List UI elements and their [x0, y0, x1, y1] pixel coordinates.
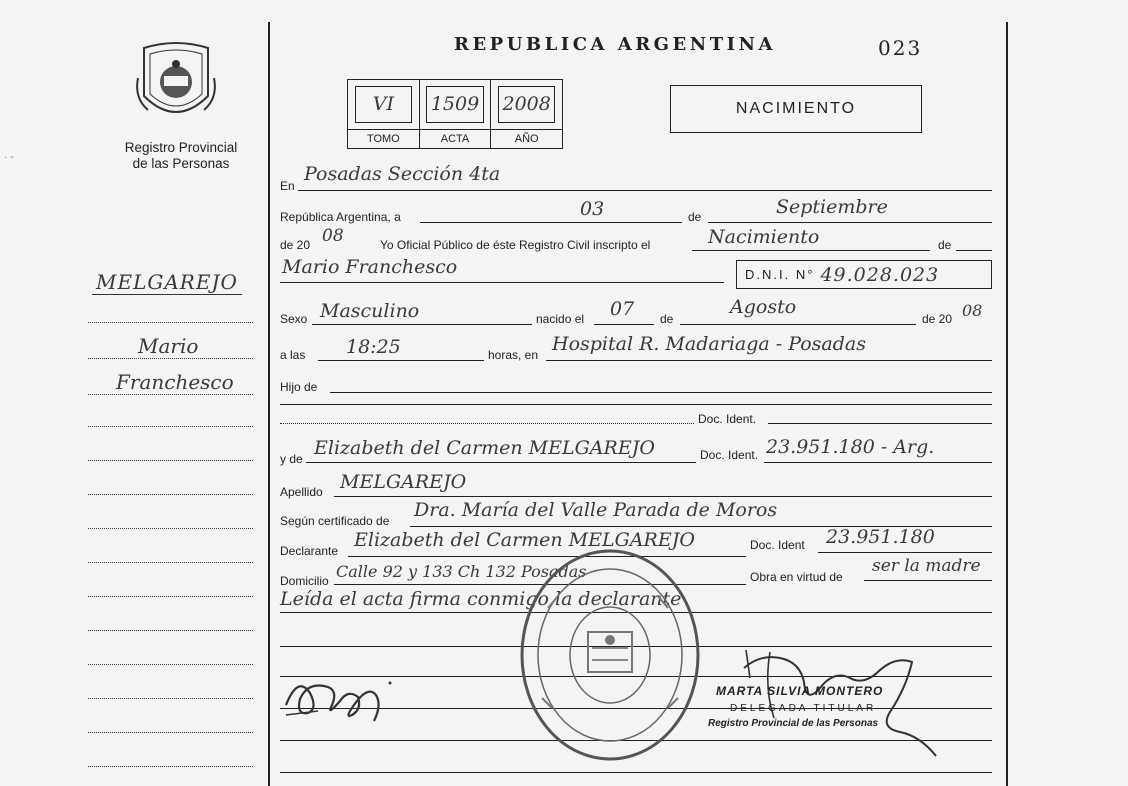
line — [594, 324, 654, 325]
provincial-seal-icon — [134, 38, 218, 128]
line — [280, 423, 694, 424]
margin-given-name-1: Mario — [138, 334, 199, 358]
mother-doc-value: 23.951.180 - Arg. — [766, 436, 935, 458]
segun-label: Según certificado de — [280, 514, 390, 528]
obra-value: ser la madre — [872, 556, 981, 576]
margin-line — [88, 732, 253, 733]
line — [306, 462, 696, 463]
acta-value: 1509 — [426, 86, 483, 123]
leida-value: Leída el acta firma conmigo la declarante — [280, 588, 682, 610]
declarant-signature-icon — [278, 665, 398, 725]
obra-label: Obra en virtud de — [750, 570, 843, 584]
margin-line — [88, 460, 253, 461]
time-value: 18:25 — [346, 336, 401, 358]
oficial-text: Yo Oficial Público de éste Registro Civil inscripto el — [380, 238, 651, 252]
official-name: MARTA SILVIA MONTERO — [716, 684, 884, 698]
domicilio-label: Domicilio — [280, 574, 329, 588]
declarante-value: Elizabeth del Carmen MELGAREJO — [354, 529, 695, 551]
right-vertical-rule — [1006, 22, 1008, 786]
line — [708, 222, 992, 223]
line — [692, 250, 930, 251]
doc-ident-label: Doc. Ident. — [698, 412, 757, 426]
horas-label: horas, en — [488, 348, 539, 362]
registry-name-line1: Registro Provincial — [124, 140, 238, 155]
domicilio-value: Calle 92 y 133 Ch 132 Posadas — [336, 562, 587, 581]
tomo-value: VI — [355, 86, 412, 123]
record-type-box: NACIMIENTO — [670, 85, 922, 133]
left-vertical-rule — [268, 22, 270, 786]
margin-line — [88, 322, 253, 323]
de-label: de — [688, 210, 702, 224]
declarante-doc-value: 23.951.180 — [826, 526, 935, 548]
inscripto-value: Nacimiento — [708, 226, 820, 248]
margin-line — [88, 664, 253, 665]
country-title: REPUBLICA ARGENTINA — [454, 34, 776, 55]
dni-label: D.N.I. N° — [745, 267, 815, 282]
a-las-label: a las — [280, 348, 306, 362]
y-de-label: y de — [280, 452, 303, 466]
line — [280, 404, 992, 405]
place-value: Hospital R. Madariaga - Posadas — [552, 333, 866, 355]
official-round-stamp — [518, 548, 702, 762]
sexo-value: Masculino — [320, 300, 420, 322]
certificado-value: Dra. María del Valle Parada de Moros — [414, 499, 778, 521]
line — [298, 190, 992, 191]
nacido-label: nacido el — [536, 312, 585, 326]
sheet-number: 023 — [878, 36, 923, 60]
line — [334, 496, 992, 497]
de-label-2: de — [938, 238, 952, 252]
line — [956, 250, 992, 251]
anio-value: 2008 — [498, 86, 555, 123]
margin-line — [88, 562, 253, 563]
tomo-label: TOMO — [366, 133, 400, 145]
apellido-label: Apellido — [280, 485, 323, 499]
margin-line — [88, 358, 253, 359]
line — [280, 282, 724, 283]
apellido-value: MELGAREJO — [340, 471, 467, 493]
birth-year-value: 08 — [962, 301, 983, 320]
scan-artifact: · - — [4, 152, 14, 163]
en-value: Posadas Sección 4ta — [304, 163, 501, 185]
margin-line — [88, 698, 253, 699]
margin-line — [88, 630, 253, 631]
year-prefix-label: de 20 — [280, 238, 311, 252]
line — [330, 392, 992, 393]
child-name-value: Mario Franchesco — [282, 256, 458, 278]
dni-value: 49.028.023 — [820, 263, 940, 286]
line — [318, 360, 484, 361]
dni-box — [736, 260, 992, 289]
hijo-label: Hijo de — [280, 380, 318, 394]
official-role: DELEGADA TITULAR — [730, 703, 877, 714]
line — [764, 462, 992, 463]
acta-label: ACTA — [440, 133, 470, 145]
birth-day-value: 07 — [610, 298, 635, 320]
registry-name — [108, 140, 254, 172]
registry-name-line2: de las Personas — [132, 156, 230, 171]
doc-ident-label-3: Doc. Ident — [750, 538, 805, 552]
margin-surname: MELGAREJO — [92, 270, 242, 295]
line — [680, 324, 916, 325]
line — [546, 360, 992, 361]
margin-line — [88, 494, 253, 495]
line — [420, 222, 682, 223]
doc-ident-label-2: Doc. Ident. — [700, 448, 759, 462]
month-value: Septiembre — [776, 196, 888, 218]
sexo-label: Sexo — [280, 312, 308, 326]
official-office: Registro Provincial de las Personas — [708, 718, 879, 729]
year-value: 08 — [322, 226, 344, 246]
record-reference-box — [347, 79, 563, 149]
day-value: 03 — [580, 198, 605, 220]
line — [818, 552, 992, 553]
de-label-3: de — [660, 312, 674, 326]
mother-value: Elizabeth del Carmen MELGAREJO — [314, 437, 655, 459]
declarante-label: Declarante — [280, 544, 339, 558]
line — [768, 423, 992, 424]
line — [280, 772, 992, 773]
republica-label: República Argentina, a — [280, 210, 401, 224]
en-label: En — [280, 179, 295, 193]
margin-line — [88, 596, 253, 597]
line — [864, 580, 992, 581]
margin-line — [88, 426, 253, 427]
margin-given-name-2: Franchesco — [116, 370, 234, 394]
birth-year-prefix: de 20 — [922, 312, 953, 326]
margin-line — [88, 394, 253, 395]
anio-label: AÑO — [514, 133, 539, 145]
left-margin-column — [0, 0, 268, 786]
birth-month-value: Agosto — [730, 296, 797, 318]
margin-line — [88, 528, 253, 529]
line — [312, 324, 532, 325]
margin-line — [88, 766, 253, 767]
